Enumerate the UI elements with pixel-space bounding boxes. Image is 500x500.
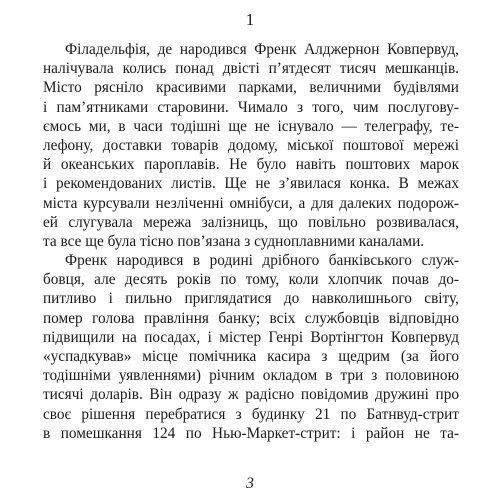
text-line: ей слугувала мережа залізниць, що повільно розвивалася, xyxy=(43,213,459,231)
chapter-number: 1 xyxy=(245,10,255,29)
text-line: Місто рясніло красивими парками, величними будівлями xyxy=(43,79,459,97)
text-line: підвищили на посадах, і містер Генрі Вортінгтон Ковпервуд xyxy=(43,328,459,346)
page-number: 3 xyxy=(246,475,254,492)
text-line: ємось ми, в часи тодішні ще не існувало — телеграфу, те- xyxy=(43,117,459,135)
text-line: Філадельфія, де народився Френк Алджернон Ковпервуд, xyxy=(65,41,459,58)
body-text xyxy=(43,40,459,443)
text-line: тодішніми уявленнями) річним окладом в три з половиною xyxy=(43,367,459,385)
text-line: й океанських пароплавів. Не було навіть поштових марок xyxy=(43,156,459,174)
text-line: в помешкання 124 по Нью-Маркет-стрит: і район не та- xyxy=(43,424,459,442)
text-line: питливо і пильно приглядатися до навколишнього світу, xyxy=(43,290,459,308)
text-line: своє рішення перебратися з будинку 21 по Батнвуд-стрит xyxy=(43,405,459,423)
text-line: «успадкував» місце помічника касира з щедрим (за його xyxy=(43,348,459,365)
text-line: тисячі доларів. Він одразу ж радісно повідомив дружині про xyxy=(43,386,459,404)
text-line: і рекомендованих листів. Ще не з’явилася конка. В межах xyxy=(43,175,459,193)
text-line: помер голова правління банку; всіх службовців відповідно xyxy=(43,309,459,327)
text-line: та все ще була тісно пов’язана з судноплавними каналами. xyxy=(43,232,425,250)
text-line: бовця, але десять років по тому, коли хлопчик почав до- xyxy=(43,271,459,289)
text-line: і пам’ятниками старовини. Чимало з того, чим послугову- xyxy=(43,98,459,116)
text-line: лефону, доставки товарів додому, міської поштової мережі xyxy=(43,136,459,154)
text-line: Френк народився в родині дрібного банківського служ- xyxy=(65,252,459,270)
text-line: міста курсували незліченні омнібуси, а для далеких подорож- xyxy=(43,194,459,212)
text-line: налічувала колись понад двісті п’ятдесят тисяч мешканців. xyxy=(43,60,459,78)
